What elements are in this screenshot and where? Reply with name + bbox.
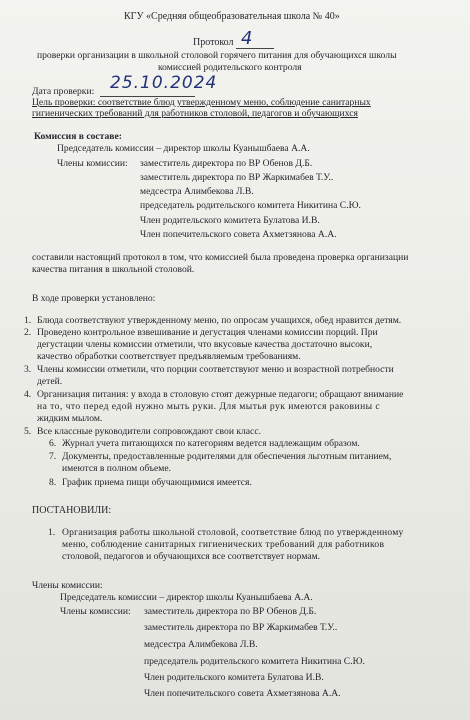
protocol-number: 4 — [241, 28, 254, 49]
resolution-num: 1. — [48, 527, 56, 538]
finding-5-line-1: Все классные руководители сопровождают свои класс. — [37, 426, 261, 437]
signatures-heading: Члены комиссии: — [32, 580, 103, 591]
protocol-subject-1: проверки организации в школьной столовой горячего питания для обучающихся школы — [37, 50, 397, 61]
goal-line-2: гигиенических требований для работников столовой, педагогов и обучающихся — [32, 108, 358, 119]
finding-4-line-1: Организация питания: у входа в столовую стоят дежурные педагоги; обращают внимание — [37, 389, 404, 400]
signature-member-6: Член попечительского совета Ахметзянова А.А. — [144, 688, 341, 699]
finding-3-line-2: детей. — [37, 376, 63, 387]
commission-chair: Председатель комиссии – директор школы Куанышбаева А.А. — [57, 143, 310, 154]
signature-member-5: Член родительского комитета Булатова И.В. — [144, 672, 324, 683]
findings-heading: В ходе проверки установлено: — [32, 293, 156, 304]
finding-2-line-3: качество обработки соответствует предъявляемым требованиям. — [37, 351, 301, 362]
finding-8-line-1: График приема пищи обучающимися имеется. — [62, 477, 252, 488]
finding-3-num: 3. — [24, 364, 32, 375]
commission-heading: Комиссия в составе: — [34, 131, 122, 142]
member-3: медсестра Алимбекова Л.В. — [140, 186, 254, 197]
member-5: Член родительского комитета Булатова И.В. — [140, 215, 320, 226]
resolved-heading: ПОСТАНОВИЛИ: — [32, 505, 112, 516]
finding-6-num: 6. — [49, 438, 57, 449]
member-6: Член попечительского совета Ахметзянова А.А. — [140, 229, 337, 240]
signature-member-3: медсестра Алимбекова Л.В. — [144, 639, 258, 650]
date-label: Дата проверки: — [32, 86, 95, 97]
date-value: 25.10.2024 — [110, 73, 218, 93]
resolution-line-3: столовой, педагогов и обучающихся все соответствует нормам. — [62, 551, 321, 562]
signatures-members-label: Члены комиссии: — [60, 606, 131, 617]
intro-line-2: качества питания в школьной столовой. — [32, 264, 195, 275]
signatures-chair: Председатель комиссии – директор школы Куанышбаева А.А. — [60, 592, 313, 603]
members-label: Члены комиссии: — [57, 158, 128, 169]
member-2: заместитель директора по ВР Жаркимабев Т.У.. — [140, 172, 334, 183]
finding-4-line-2: на то, что перед едой нужно мыть руки. Для мытья рук имеются раковины с — [37, 401, 381, 412]
member-1: заместитель директора по ВР Обенов Д.Б. — [140, 158, 313, 169]
protocol-subject-2: комиссией родительского контроля — [158, 62, 302, 73]
resolution-line-1: Организация работы школьной столовой, соответствие блюд по утвержденному — [62, 527, 404, 538]
protocol-label: Протокол — [193, 37, 234, 48]
finding-2-line-1: Проведено контрольное взвешивание и дегустация членами комиссии порций. При — [37, 327, 378, 338]
finding-1-num: 1. — [24, 315, 32, 326]
finding-5-num: 5. — [24, 426, 32, 437]
finding-7-line-2: имеются в полном объеме. — [62, 463, 172, 474]
signature-member-1: заместитель директора по ВР Обенов Д.Б. — [144, 606, 317, 617]
finding-4-line-3: жидким мылом. — [37, 413, 103, 424]
finding-7-num: 7. — [49, 451, 57, 462]
finding-2-line-2: дегустации члены комиссии отметили, что вкусовые качества достаточно высоки, — [37, 339, 373, 350]
protocol-underline — [236, 48, 274, 49]
intro-line-1: составили настоящий протокол в том, что комиссией была проведена проверка организации — [32, 252, 409, 263]
finding-4-num: 4. — [24, 389, 32, 400]
signature-member-4: председатель родительского комитета Никитина С.Ю. — [144, 656, 365, 667]
finding-6-line-1: Журнал учета питающихся по категориям ведется надлежащим образом. — [62, 438, 360, 449]
goal-line-1: Цель проверки: соответствие блюд утвержденному меню, соблюдение санитарных — [32, 97, 371, 108]
member-4: председатель родительского комитета Никитина С.Ю. — [140, 200, 361, 211]
finding-1-line-1: Блюда соответствуют утвержденному меню, по опросам учащихся, обед нравится детям. — [37, 315, 402, 326]
finding-3-line-1: Члены комиссии отметили, что порции соответствуют меню и возрастной потребности — [37, 364, 394, 375]
finding-2-num: 2. — [24, 327, 32, 338]
finding-8-num: 8. — [49, 477, 57, 488]
finding-7-line-1: Документы, предоставленные родителями для обеспечения льготным питанием, — [62, 451, 392, 462]
signature-member-2: заместитель директора по ВР Жаркимабев Т.У.. — [144, 622, 338, 633]
school-name: КГУ «Средняя общеобразовательная школа № 40» — [124, 11, 340, 22]
resolution-line-2: меню, соблюдение санитарных гигиенических требований для работников — [62, 539, 385, 550]
